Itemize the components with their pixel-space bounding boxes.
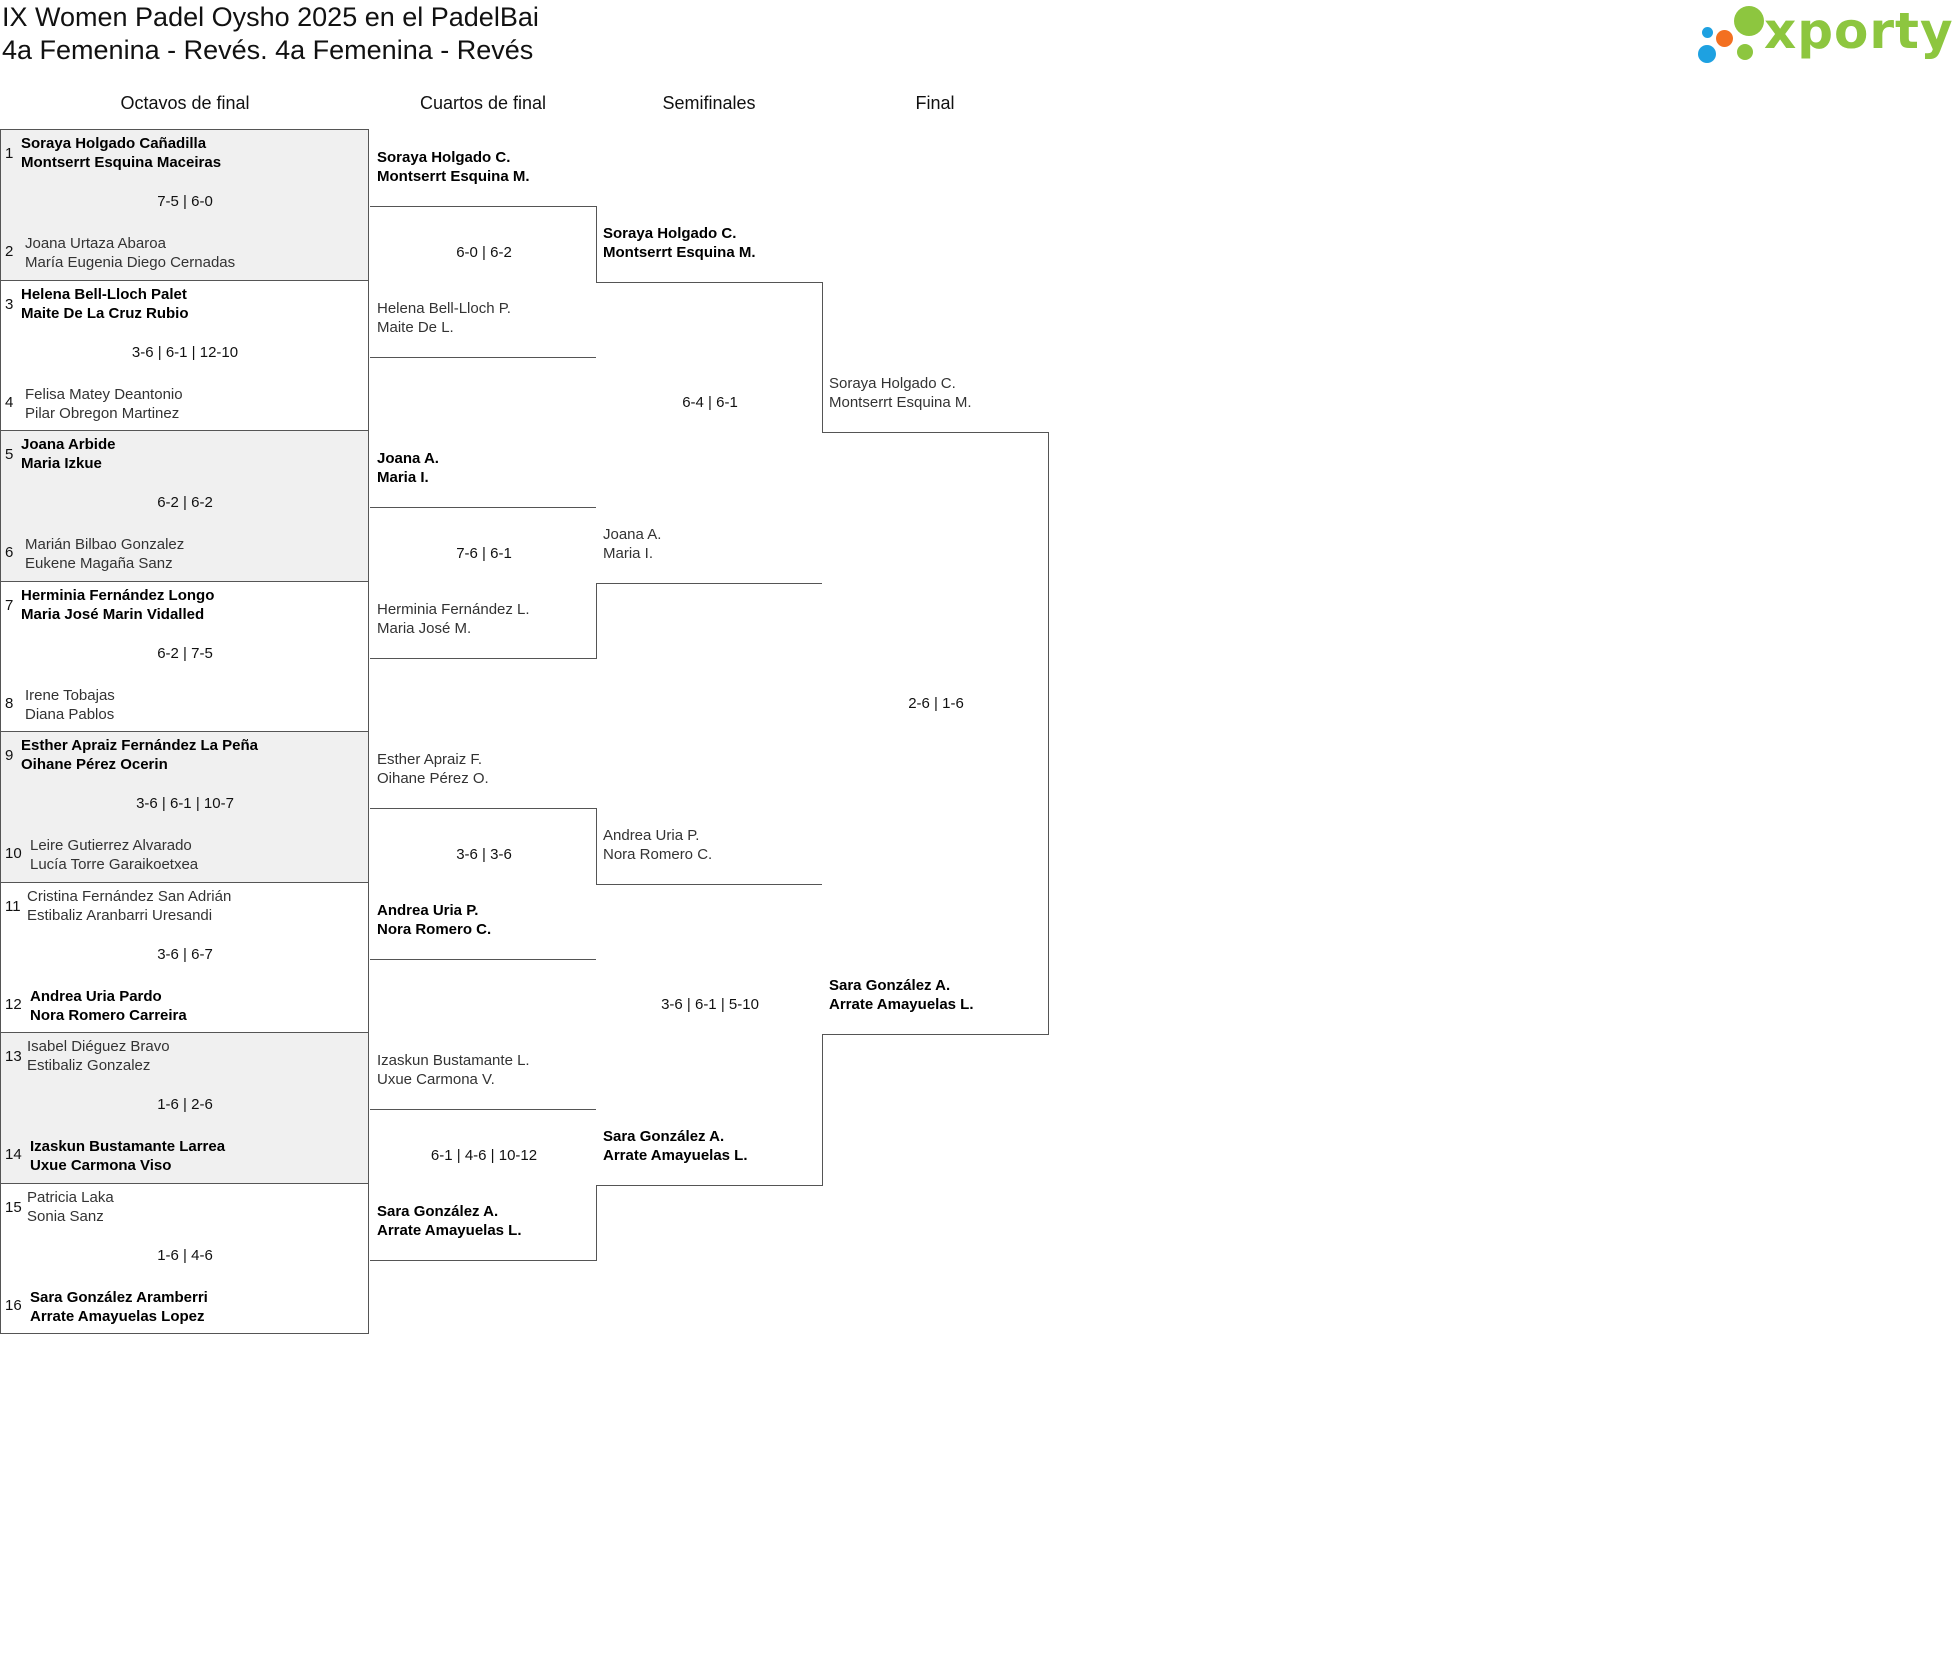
seed-number: 9 (5, 747, 14, 764)
match-score: 3-6 | 6-1 | 12-10 (131, 343, 239, 361)
team-name[interactable] (377, 449, 439, 487)
team-name[interactable] (30, 1137, 225, 1175)
player-name: Sonia Sanz (27, 1207, 104, 1225)
seed-number: 1 (5, 145, 14, 162)
player-name: Nora Romero Carreira (30, 1006, 187, 1024)
team-name[interactable] (829, 374, 972, 412)
seed-number: 5 (5, 446, 14, 463)
team-name[interactable] (377, 148, 530, 186)
xporty-logo[interactable] (1692, 0, 1954, 70)
player-name: Sara González A. (377, 1202, 499, 1220)
team-name[interactable] (377, 1202, 522, 1240)
seed-number: 4 (5, 393, 14, 411)
player-name: Patricia Laka (27, 1188, 114, 1206)
player-name: Izaskun Bustamante Larrea (30, 1138, 226, 1155)
player-name: Diana Pablos (25, 705, 115, 723)
player-name: Sara González A. (603, 1127, 725, 1145)
team-name[interactable] (25, 535, 184, 573)
logo-text: xporty (1764, 2, 1954, 60)
match-score: 6-2 | 6-2 (157, 494, 213, 511)
player-name: Andrea Uria P. (377, 901, 479, 919)
round-header-cuartos: Cuartos de final (419, 93, 547, 113)
match-score: 6-0 | 6-2 (456, 243, 512, 261)
match-score: 1-6 | 4-6 (157, 1246, 213, 1264)
player-name: Helena Bell-Lloch Palet (21, 285, 187, 303)
player-name: Montserrt Esquina Maceiras (21, 154, 222, 171)
match-score: 3-6 | 3-6 (456, 845, 512, 863)
player-name: Uxue Carmona V. (377, 1071, 495, 1089)
player-name: Montserrt Esquina M. (829, 394, 972, 411)
team-name[interactable] (377, 901, 491, 939)
player-name: Joana Arbide (21, 436, 116, 453)
player-name: Maria Izkue (21, 455, 102, 472)
team-name[interactable] (603, 826, 712, 864)
team-name[interactable] (30, 1288, 208, 1326)
player-name: Andrea Uria P. (603, 826, 700, 844)
team-name[interactable] (377, 1051, 530, 1089)
player-name: Lucía Torre Garaikoetxea (30, 856, 199, 873)
player-name: Arrate Amayuelas L. (603, 1146, 748, 1164)
seed-number: 3 (5, 295, 14, 313)
team-name[interactable] (603, 224, 756, 262)
team-name[interactable] (30, 987, 187, 1025)
player-name: Sara González Aramberri (30, 1288, 208, 1306)
team-name[interactable] (30, 836, 198, 874)
seed-number: 6 (5, 544, 14, 561)
player-name: Joana A. (603, 525, 662, 543)
player-name: Arrate Amayuelas L. (829, 996, 974, 1013)
player-name: Helena Bell-Lloch P. (377, 299, 511, 317)
match-score: 3-6 | 6-1 | 5-10 (661, 996, 759, 1013)
player-name: Oihane Pérez O. (377, 770, 489, 788)
team-name[interactable] (377, 299, 511, 337)
player-name: Joana A. (377, 450, 439, 468)
player-name: Uxue Carmona Viso (30, 1157, 172, 1174)
match-score: 7-5 | 6-0 (157, 193, 213, 210)
player-name: Sara González A. (829, 977, 951, 994)
player-name: Arrate Amayuelas L. (377, 1221, 522, 1239)
team-name[interactable] (25, 234, 235, 272)
tournament-title: IX Women Padel Oysho 2025 en el PadelBai (2, 2, 539, 32)
category-title: 4a Femenina - Revés. 4a Femenina - Revés (2, 35, 534, 65)
player-name: Soraya Holgado C. (603, 224, 737, 242)
match-score: 6-1 | 4-6 | 10-12 (430, 1146, 538, 1164)
round-header-final: Final (915, 93, 955, 113)
seed-number: 16 (5, 1296, 22, 1314)
match-score: 6-4 | 6-1 (682, 394, 738, 411)
player-name: Esther Apraiz Fernández La Peña (21, 737, 259, 754)
seed-number: 10 (5, 845, 22, 862)
logo-dot-blue-large (1698, 45, 1716, 63)
team-name[interactable] (21, 285, 189, 323)
player-name: Maite De La Cruz Rubio (21, 304, 189, 322)
player-name: Montserrt Esquina M. (603, 243, 756, 261)
team-name[interactable] (25, 385, 183, 423)
seed-number: 15 (5, 1198, 22, 1216)
logo-dot-green (1734, 6, 1764, 36)
player-name: Soraya Holgado Cañadilla (21, 135, 207, 152)
player-name: Estibaliz Gonzalez (27, 1057, 151, 1074)
team-name[interactable] (27, 887, 231, 925)
round-header-semifinales: Semifinales (662, 93, 756, 113)
player-name: Irene Tobajas (25, 686, 115, 704)
player-name: Maite De L. (377, 318, 454, 336)
player-name: Marián Bilbao Gonzalez (25, 536, 185, 553)
round-header-octavos: Octavos de final (120, 93, 250, 113)
player-name: Maria José M. (377, 619, 472, 637)
team-name[interactable] (829, 976, 974, 1014)
player-name: Eukene Magaña Sanz (25, 555, 173, 572)
player-name: María Eugenia Diego Cernadas (25, 254, 236, 271)
team-name[interactable] (377, 750, 489, 788)
match-score: 2-6 | 1-6 (908, 695, 964, 712)
player-name: Joana Urtaza Abaroa (25, 235, 166, 252)
player-name: Isabel Diéguez Bravo (27, 1038, 170, 1055)
player-name: Soraya Holgado C. (829, 375, 956, 392)
player-name: Estibaliz Aranbarri Uresandi (27, 906, 213, 924)
logo-dot-orange (1716, 30, 1733, 47)
logo-dot-green-small (1737, 44, 1753, 60)
team-name[interactable] (21, 435, 115, 473)
team-name[interactable] (25, 686, 115, 724)
player-name: Andrea Uria Pardo (30, 987, 162, 1005)
player-name: Nora Romero C. (377, 920, 492, 938)
seed-number: 11 (5, 897, 21, 915)
player-name: Leire Gutierrez Alvarado (30, 837, 192, 854)
match-score: 1-6 | 2-6 (157, 1096, 213, 1113)
seed-number: 12 (5, 995, 22, 1013)
player-name: Pilar Obregon Martinez (25, 404, 180, 422)
player-name: Maria José Marin Vidalled (21, 605, 205, 623)
team-name[interactable] (27, 1188, 114, 1226)
match-score: 6-2 | 7-5 (157, 644, 213, 662)
player-name: Herminia Fernández L. (377, 600, 530, 618)
seed-number: 2 (5, 243, 14, 260)
player-name: Izaskun Bustamante L. (377, 1052, 530, 1070)
player-name: Montserrt Esquina M. (377, 168, 530, 186)
team-name[interactable] (21, 736, 258, 774)
player-name: Oihane Pérez Ocerin (21, 756, 168, 773)
player-name: Herminia Fernández Longo (21, 586, 215, 604)
seed-number: 13 (5, 1048, 22, 1065)
team-name[interactable] (21, 134, 221, 172)
match-score: 3-6 | 6-7 (157, 945, 213, 963)
player-name: Nora Romero C. (603, 845, 713, 863)
match-score: 3-6 | 6-1 | 10-7 (136, 795, 234, 812)
logo-dot-blue-small (1702, 27, 1713, 38)
player-name: Esther Apraiz F. (377, 751, 483, 769)
player-name: Soraya Holgado C. (377, 149, 511, 167)
team-name[interactable] (27, 1037, 170, 1075)
match-score: 7-6 | 6-1 (456, 544, 512, 562)
bracket-connector (822, 432, 1049, 1035)
team-name[interactable] (377, 600, 530, 638)
player-name: Cristina Fernández San Adrián (27, 887, 232, 905)
seed-number: 7 (5, 596, 14, 614)
team-name[interactable] (603, 525, 661, 563)
seed-number: 8 (5, 694, 14, 712)
team-name[interactable] (21, 586, 214, 624)
player-name: Arrate Amayuelas Lopez (30, 1307, 205, 1325)
player-name: Felisa Matey Deantonio (25, 385, 183, 403)
player-name: Maria I. (603, 544, 654, 562)
player-name: Maria I. (377, 469, 429, 487)
seed-number: 14 (5, 1146, 22, 1163)
team-name[interactable] (603, 1127, 748, 1165)
